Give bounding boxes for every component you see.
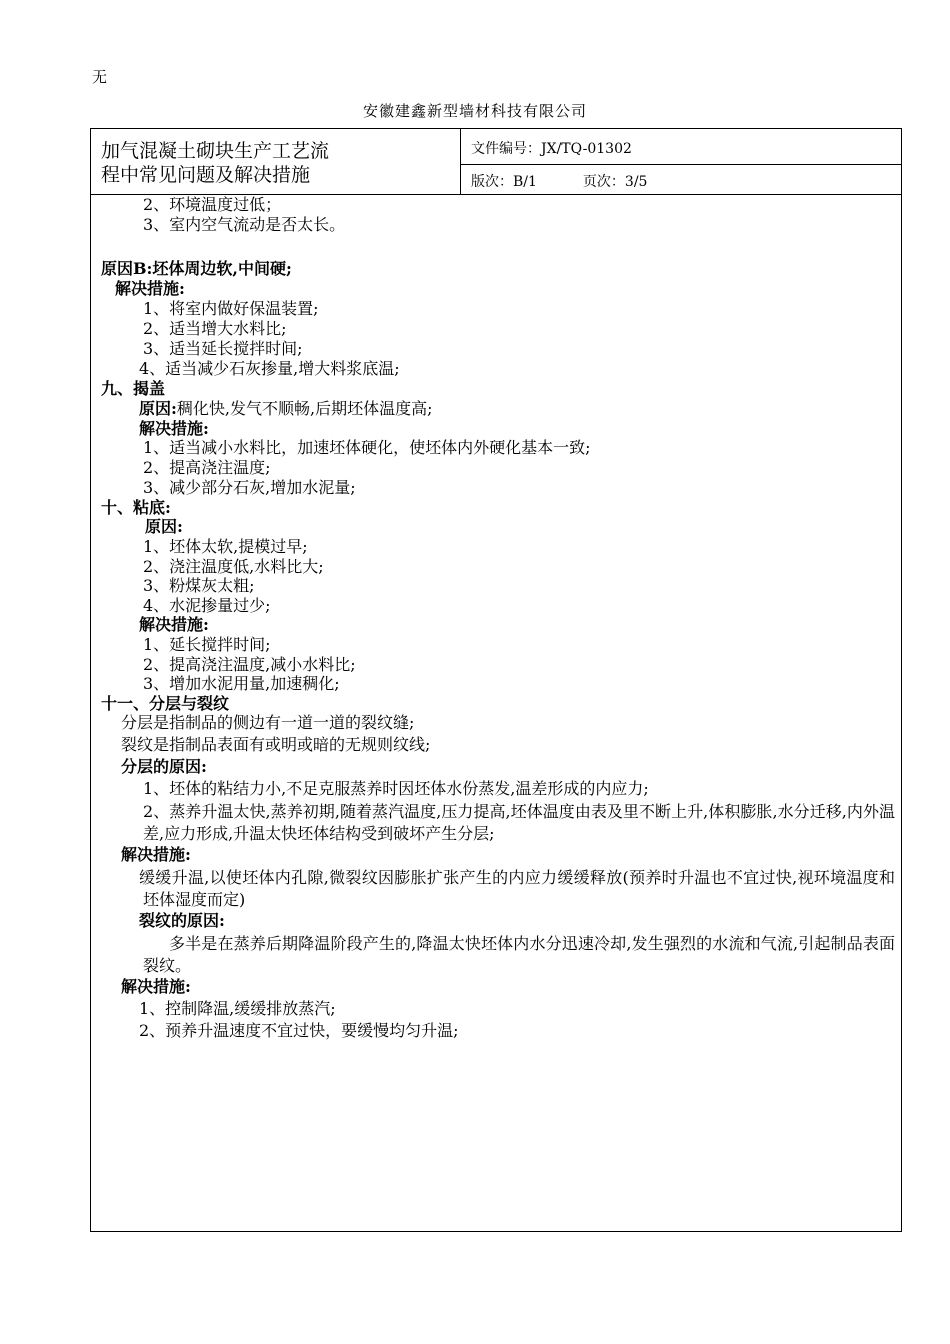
document-title: [91, 129, 461, 195]
text-line: 裂纹是指制品表面有或明或暗的无规则纹线;: [121, 735, 431, 754]
sub-heading: 裂纹的原因:: [139, 911, 225, 930]
text-line: 1、坯体的粘结力小,不足克服蒸养时因坯体水份蒸发,温差形成的内应力;: [143, 779, 649, 798]
section-heading: 十一、分层与裂纹: [101, 694, 230, 713]
corner-mark: 无: [92, 68, 108, 86]
text-line: 2、提高浇注温度;: [143, 458, 271, 477]
sub-heading: 分层的原因:: [121, 757, 207, 776]
sub-heading: 原因:: [145, 517, 183, 536]
inline-label: 原因:: [139, 399, 177, 418]
text-line: 3、减少部分石灰,增加水泥量;: [143, 478, 356, 497]
document-frame: [90, 128, 902, 1232]
company-name: 安徽建鑫新型墙材科技有限公司: [362, 102, 587, 120]
section-heading: 九、揭盖: [101, 379, 166, 398]
doc-number: 文件编号：JX/TQ-01302: [461, 129, 901, 165]
text-line: 分层是指制品的侧边有一道一道的裂纹缝;: [121, 713, 415, 732]
text-line: 1、坯体太软,提模过早;: [143, 537, 308, 556]
text-line: 1、将室内做好保温装置;: [143, 299, 319, 318]
text-line: 3、室内空气流动是否太长。: [143, 215, 346, 234]
text-line: 2、适当增大水料比;: [143, 319, 287, 338]
inline-text: 稠化快,发气不顺畅,后期坯体温度高;: [176, 399, 433, 418]
text-line: 4、适当减少石灰掺量,增大料浆底温;: [139, 359, 400, 378]
text-paragraph: 2、蒸养升温太快,蒸养初期,随着蒸汽温度,压力提高,坯体温度由表及里不断上升,体积膨胀,水分迁移,内外温差,应力形成,升温太快坯体结构受到破坏产生分层;: [143, 802, 895, 843]
text-line: 3、粉煤灰太粗;: [143, 576, 255, 595]
page-number: 页次：3/5: [582, 174, 648, 190]
text-line: 4、水泥掺量过少;: [143, 596, 271, 615]
version: 版次：B/1: [471, 174, 537, 190]
version-page-row: [461, 165, 901, 195]
text-line: 3、适当延长搅拌时间;: [143, 339, 303, 358]
text-paragraph: 缓缓升温,以使坯体内孔隙,微裂纹因膨胀扩张产生的内应力缓缓释放(预养时升温也不宜过快,视环境温度和坯体湿度而定): [139, 868, 895, 909]
title-line-1: 加气混凝土砌块生产工艺流: [101, 140, 330, 162]
text-line: 3、增加水泥用量,加速稠化;: [143, 674, 340, 693]
sub-heading: 解决措施:: [139, 615, 209, 634]
sub-heading: 解决措施:: [115, 279, 185, 298]
text-line: 2、环境温度过低；: [143, 195, 282, 214]
text-line: 1、适当减小水料比，加速坯体硬化，使坯体内外硬化基本一致;: [143, 438, 591, 457]
text-line: 1、控制降温,缓缓排放蒸汽;: [139, 999, 336, 1018]
section-heading: 十、粘底:: [101, 498, 171, 517]
text-line: [139, 399, 433, 418]
sub-heading: 解决措施:: [121, 977, 191, 996]
title-line-2: 程中常见问题及解决措施: [101, 164, 311, 186]
sub-heading: 解决措施:: [121, 845, 191, 864]
text-line: 2、预养升温速度不宜过快，要缓慢均匀升温;: [139, 1021, 459, 1040]
text-line: 2、提高浇注温度,减小水料比;: [143, 655, 356, 674]
text-paragraph: 多半是在蒸养后期降温阶段产生的,降温太快坯体内水分迅速冷却,发生强烈的水流和气流,引起制品表面裂纹。: [143, 934, 895, 975]
sub-heading: 解决措施:: [139, 419, 209, 438]
section-heading: 原因B:坯体周边软,中间硬;: [101, 259, 292, 278]
text-line: 1、延长搅拌时间;: [143, 635, 271, 654]
text-line: 2、浇注温度低,水料比大;: [143, 557, 324, 576]
